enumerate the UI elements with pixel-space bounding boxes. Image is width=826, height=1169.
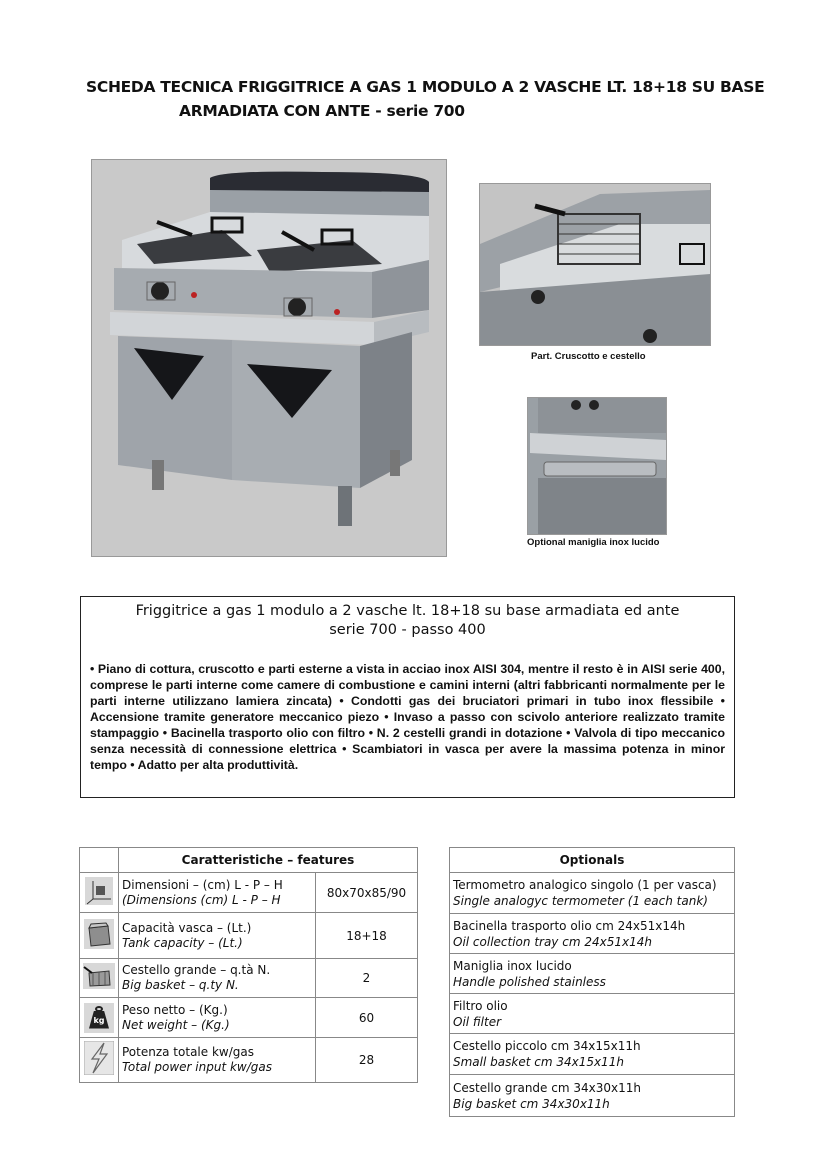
description-title-line1: Friggitrice a gas 1 modulo a 2 vasche lt. 18+18 su base armadiata ed ante (135, 603, 680, 619)
table-row (80, 913, 418, 959)
dimensions-icon (80, 873, 119, 913)
power-icon (80, 1038, 119, 1083)
optional-label: Termometro analogico singolo (1 per vasca) (453, 878, 717, 892)
features-table (79, 847, 418, 1083)
table-row (450, 954, 735, 994)
page-title-line2: ARMADIATA CON ANTE - serie 700 (179, 102, 465, 120)
optional-label-en: Small basket cm 34x15x11h (453, 1055, 624, 1069)
features-header-blank (80, 848, 119, 873)
optionals-header: Optionals (450, 848, 735, 873)
feature-value: 2 (316, 959, 418, 998)
table-row (450, 873, 735, 914)
feature-label: Capacità vasca – (Lt.) (122, 920, 252, 935)
feature-value: 28 (316, 1038, 418, 1083)
optional-label: Maniglia inox lucido (453, 958, 572, 973)
feature-label-en: Net weight – (Kg.) (122, 1017, 230, 1032)
detail-photo-caption: Part. Cruscotto e cestello (531, 351, 646, 362)
optional-label: Bacinella trasporto olio cm 24x51x14h (453, 918, 686, 933)
table-row (450, 1075, 735, 1117)
basket-icon (80, 959, 119, 998)
optional-label-en: Handle polished stainless (453, 974, 606, 989)
weight-icon-text: kg (93, 1015, 105, 1025)
features-header: Caratteristiche – features (119, 848, 418, 873)
tank-icon (80, 913, 119, 959)
description-title-line2: serie 700 - passo 400 (329, 622, 486, 638)
feature-value: 18+18 (316, 913, 418, 959)
feature-value: 80x70x85/90 (316, 873, 418, 913)
page-title-line1: SCHEDA TECNICA FRIGGITRICE A GAS 1 MODULO A 2 VASCHE LT. 18+18 SU BASE (86, 78, 765, 96)
feature-label: Cestello grande – q.tà N. (122, 963, 271, 977)
main-product-photo (91, 159, 447, 557)
handle-photo-caption: Optional maniglia inox lucido (527, 537, 660, 548)
table-row (450, 1034, 735, 1075)
table-row (80, 873, 418, 913)
handle-photo (527, 397, 667, 535)
optional-label-en: Big basket cm 34x30x11h (453, 1096, 610, 1111)
feature-label-en: Big basket – q.ty N. (122, 978, 239, 992)
feature-label-en: Tank capacity – (Lt.) (122, 935, 243, 950)
optional-label: Cestello grande cm 34x30x11h (453, 1080, 641, 1095)
description-box (80, 596, 735, 798)
table-row (450, 994, 735, 1034)
feature-label: Potenza totale kw/gas (122, 1045, 254, 1059)
optional-label-en: Oil filter (453, 1014, 502, 1029)
table-row (80, 998, 418, 1038)
optional-label-en: Oil collection tray cm 24x51x14h (453, 934, 652, 949)
feature-label-en: (Dimensions (cm) L - P – H (122, 892, 281, 907)
optional-label-en: Single analogyc termometer (1 each tank) (453, 894, 708, 908)
optionals-table (449, 847, 735, 1117)
table-row (80, 959, 418, 998)
description-body: • Piano di cottura, cruscotto e parti esterne a vista in acciao inox AISI 304, mentre il resto è in AISI serie 400, comprese le parti interne come camere di combustione e camini interni (altri fabbricanti normalmente per le parti interne utilizzano lamiera zincata) • Condotti gas dei bruciatori primari in tubo inox flessibile • Accensione tramite generatore meccanico piezo • Invaso a passo con scivolo anteriore realizzato tramite stampaggio • Bacinella trasporto olio con filtro • N. 2 cestelli grandi in dotazione • Valvola di tipo meccanico senza necessità di connessione elettrica • Scambiatori in vasca per avere la massima potenza in minor tempo • Adatto per alta produttività. (90, 662, 725, 772)
feature-label: Dimensioni – (cm) L - P – H (122, 877, 283, 892)
optional-label: Cestello piccolo cm 34x15x11h (453, 1039, 641, 1053)
feature-label-en: Total power input kw/gas (122, 1060, 273, 1074)
feature-label: Peso netto – (Kg.) (122, 1002, 228, 1017)
optional-label: Filtro olio (453, 998, 508, 1013)
table-row (80, 1038, 418, 1083)
detail-photo (479, 183, 711, 346)
table-row (450, 914, 735, 954)
weight-icon (80, 998, 119, 1038)
feature-value: 60 (316, 998, 418, 1038)
